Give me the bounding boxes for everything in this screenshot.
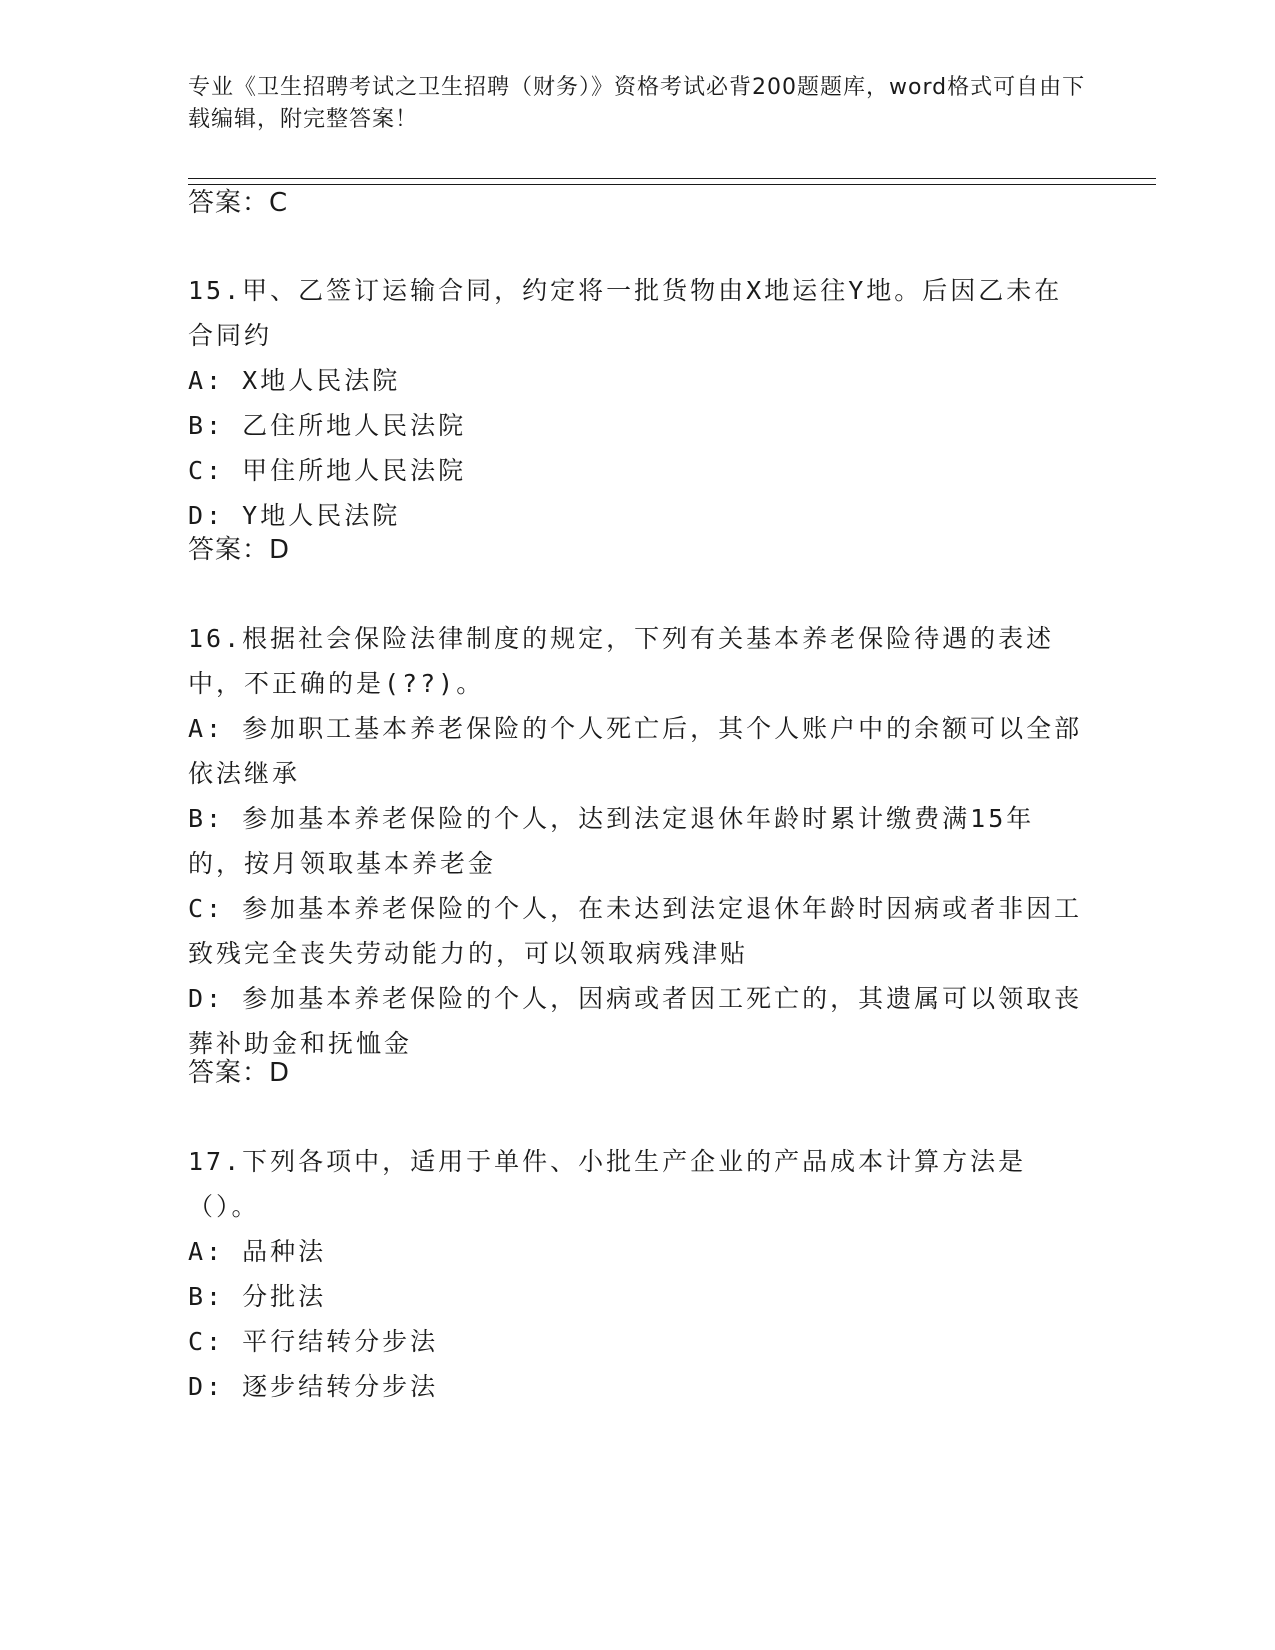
previous-answer: 答案：C bbox=[188, 188, 289, 218]
question-stem: 16.根据社会保险法律制度的规定，下列有关基本养老保险待遇的表述中，不正确的是(??)。 bbox=[188, 624, 1055, 698]
option-a: A: 品种法 bbox=[188, 1237, 327, 1266]
question-stem: 17.下列各项中，适用于单件、小批生产企业的产品成本计算方法是（）。 bbox=[188, 1147, 1027, 1221]
option-d: D: Y地人民法院 bbox=[188, 501, 401, 530]
question-17 bbox=[188, 1139, 1088, 1409]
option-a: A: 参加职工基本养老保险的个人死亡后，其个人账户中的余额可以全部依法继承 bbox=[188, 714, 1083, 788]
option-a: A: X地人民法院 bbox=[188, 366, 401, 395]
question-15 bbox=[188, 268, 1088, 538]
header-divider-bottom bbox=[188, 184, 1156, 185]
option-d: D: 逐步结转分步法 bbox=[188, 1372, 439, 1401]
option-b: B: 乙住所地人民法院 bbox=[188, 411, 467, 440]
document-header: 专业《卫生招聘考试之卫生招聘（财务）》资格考试必背200题题库，word格式可自由下载编辑，附完整答案！ bbox=[188, 75, 1086, 132]
question-16 bbox=[188, 616, 1088, 1066]
question-16-answer: 答案：D bbox=[188, 1058, 291, 1088]
question-stem: 15.甲、乙签订运输合同，约定将一批货物由X地运往Y地。后因乙未在合同约 bbox=[188, 276, 1063, 350]
question-15-answer: 答案：D bbox=[188, 535, 291, 565]
option-b: B: 参加基本养老保险的个人，达到法定退休年龄时累计缴费满15年的，按月领取基本养老金 bbox=[188, 804, 1035, 878]
option-c: C: 平行结转分步法 bbox=[188, 1327, 439, 1356]
option-c: C: 参加基本养老保险的个人，在未达到法定退休年龄时因病或者非因工致残完全丧失劳动能力的，可以领取病残津贴 bbox=[188, 894, 1083, 968]
option-b: B: 分批法 bbox=[188, 1282, 327, 1311]
header-divider-top bbox=[188, 178, 1156, 179]
option-d: D: 参加基本养老保险的个人，因病或者因工死亡的，其遗属可以领取丧葬补助金和抚恤金 bbox=[188, 984, 1083, 1058]
option-c: C: 甲住所地人民法院 bbox=[188, 456, 467, 485]
